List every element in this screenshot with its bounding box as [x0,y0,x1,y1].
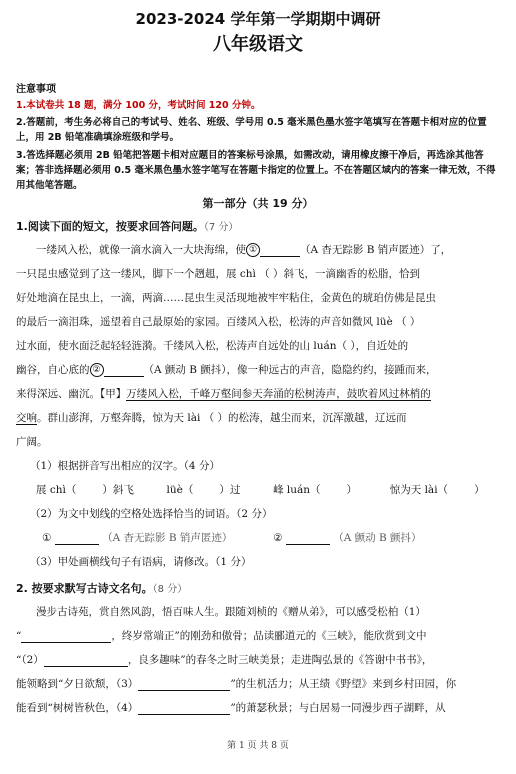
option-1-number: ① [42,532,52,544]
passage-line-5: 过水面，使水面泛起轻轻涟漪。千缕风入松，松涛声自远处的山 luán（ ），自近处的 [16,340,409,352]
notice-item-1: 1.本试卷共 18 题，满分 100 分，考试时间 120 分钟。 [16,100,261,111]
part-heading: 第一部分（共 19 分） [202,197,314,210]
notice-item-3: 3.答选择题必须用 2B 铅笔把答题卡相对应题目的答案标号涂黑，如需改动，请用橡皮擦干净后，再选涂其他答案；答非选择题必须用 0.5 毫米黑色墨水签字笔写在答题卡指定的位置上。不在答题区域内的答案一律无效，不得用其他笔答题。 [16,150,496,191]
exam-subject: 八年级语文 [213,34,303,55]
poem-text: ，良多趣味”的春冬之时三峡美景；走进陶弘景的《答谢中书书》， [127,654,433,666]
passage-line-3: 好处地滴在昆虫上，一滴，两滴……昆虫生灵活现地被牢牢粘住，金黄色的琥珀仿佛是昆虫 [16,292,436,304]
passage-text: 幽谷，自心底的 [16,364,90,376]
poem-text: 漫步古诗苑，赏自然风韵，悟百味人生。跟随刘桢的《赠从弟》，可以感受松柏（1） [36,606,426,618]
poem-text: ”的萧瑟秋景；与白居易一同漫步西子湖畔，从 [230,702,446,714]
poem-line-1 [16,604,502,619]
passage-line-4: 的最后一滴泪珠，遥望着自己最原始的家园。百缕风入松，松涛的声音如微风 lüè （ ） [16,316,421,328]
poem-blank-4[interactable] [138,700,230,715]
question-2-text: 2. 按要求默写古诗文名句。 [16,582,153,595]
pinyin-item-3: 峰 luán（ ） [273,484,358,496]
question-1-text: 1.阅读下面的短文，按要求回答问题。 [16,220,204,233]
poem-blank-1[interactable] [21,628,111,643]
notice-heading: 注意事项 [16,84,56,95]
poem-blank-2[interactable] [44,652,128,667]
page-footer: 第 1 页 共 8 页 [227,741,289,751]
passage-text: 来得深远、幽沉。【甲】 [16,388,127,400]
passage-line-6 [16,362,502,377]
marked-sentence-end: 交响 [16,412,37,424]
option-row [42,530,516,545]
blank-2-marker: ② [90,363,104,377]
passage-line-1 [16,242,502,257]
sub-question-2: （2）为文中划线的空格处选择恰当的词语。（2 分） [30,508,273,520]
option-1-choices: （A 杳无踪影 B 销声匿迹） [102,532,233,544]
poem-text: “ [16,630,22,642]
option-2-number: ② [273,532,283,544]
option-1-blank[interactable] [55,530,99,545]
pinyin-item-4: 惊为天 lài（ ） [389,484,485,496]
option-2-blank[interactable] [286,530,330,545]
poem-blank-3[interactable] [138,676,230,691]
poem-text: “（2） [16,654,44,666]
blank-1-marker: ① [246,243,260,257]
poem-text: ，终岁常端正”的刚劲和傲骨；品读郦道元的《三峡》，能欣赏到文中 [111,630,427,642]
passage-text: 。群山澎湃，万壑奔腾，惊为天 lài （ ）的松涛，越尘而来，沉浑激越，辽远而 [37,412,407,424]
pinyin-item-2: lüè（ ）过 [166,484,241,496]
option-2-choices: （A 颤动 B 颤抖） [333,532,422,544]
passage-text: 一缕风入松，就像一滴水滴入一大块海绵，使 [36,244,246,256]
passage-line-2: 一只昆虫感觉到了这一缕风，脚下一个趔趄，展 chì （ ）斜飞，一滴幽香的松脂，恰到 [16,268,421,280]
question-2-title [16,580,502,596]
marked-sentence: 万缕风入松，千峰万壑间参天奔涌的松树涛声，鼓吹着风过林梢的 [126,388,431,400]
poem-line-2 [16,628,502,643]
poem-text: 能看到“树树皆秋色，（4） [16,702,139,714]
poem-text: 能领略到“夕日欲颓，（3） [16,678,139,690]
pinyin-item-1: 展 chì（ ）斜飞 [36,484,134,496]
passage-line-9: 广阔。 [16,436,48,448]
passage-line-7 [16,386,502,401]
sub-question-3: （3）甲处画横线句子有语病，请修改。（1 分） [30,556,252,568]
question-1-points: （7 分） [203,222,239,233]
pinyin-row [36,482,516,497]
poem-line-3 [16,652,502,667]
question-2-points: （8 分） [152,584,188,595]
exam-title: 2023-2024 学年第一学期期中调研 [135,10,381,28]
passage-text: （A 颤动 B 颤抖），像一种远古的声音，隐隐约约，接踵而来， [143,364,437,376]
poem-line-4 [16,676,502,691]
notice-item-2: 2.答题前，考生务必将自己的考试号、姓名、班级、学号用 0.5 毫米黑色墨水签字笔填写在答题卡相对应的位置上，用 2B 铅笔准确填涂班级和学号。 [16,117,487,143]
blank-2[interactable] [104,362,144,377]
sub-question-1: （1）根据拼音写出相应的汉字。（4 分） [30,460,220,472]
blank-1[interactable] [260,242,300,257]
poem-text: ”的生机活力；从王绩《野望》来到乡村田园，你 [230,678,457,690]
passage-text: （A 杳无踪影 B 销声匿迹）了， [300,244,452,256]
poem-line-5 [16,700,502,715]
passage-line-8 [16,410,502,425]
question-1-title [16,218,502,234]
